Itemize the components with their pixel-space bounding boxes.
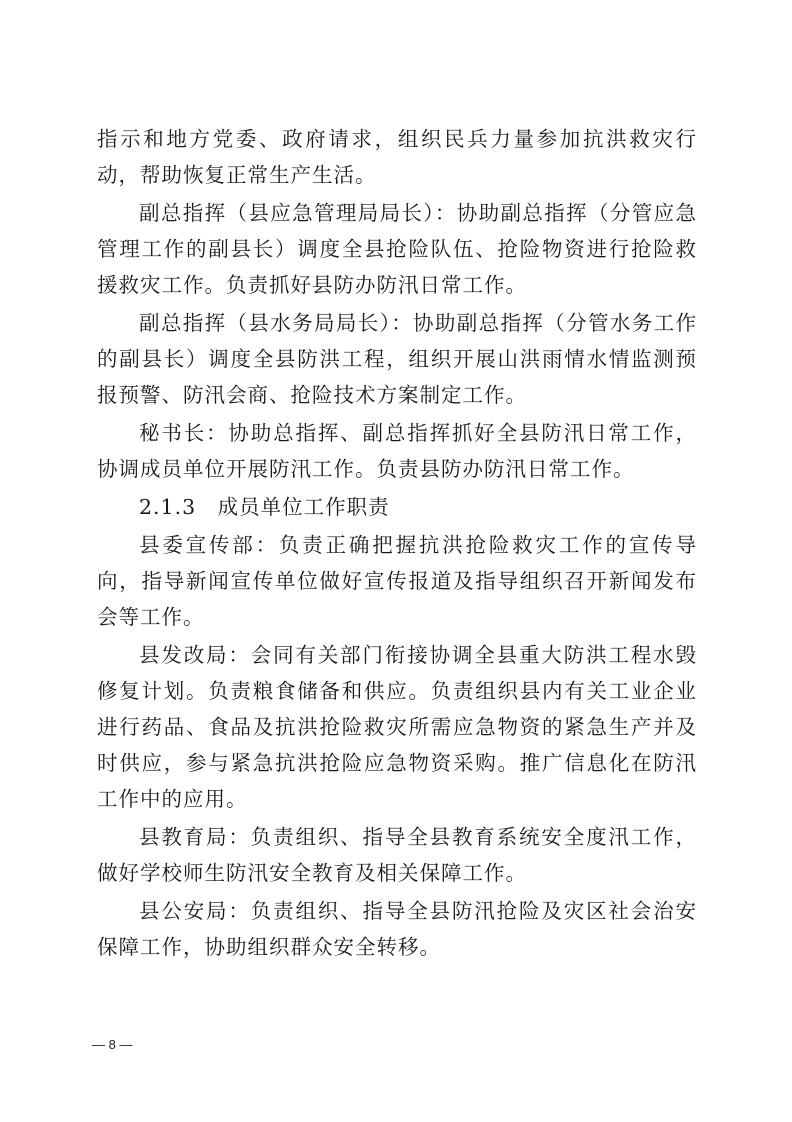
page-number: — 8 —: [92, 1037, 133, 1052]
paragraph-secretary-general: 秘书长：协助总指挥、副总指挥抓好全县防汛日常工作，协调成员单位开展防汛工作。负责县防办防汛日常工作。: [97, 421, 697, 481]
paragraph-development-reform: 县发改局：会同有关部门衔接协调全县重大防洪工程水毁修复计划。负责粮食储备和供应。负责组织县内有关工业企业进行药品、食品及抗洪抢险救灾所需应急物资的紧急生产并及时供应，参与紧急抗洪抢险应急物资采购。推广信息化在防汛工作中的应用。: [97, 643, 697, 811]
paragraph-education-bureau: 县教育局：负责组织、指导全县教育系统安全度汛工作，做好学校师生防汛安全教育及相关保障工作。: [97, 825, 697, 885]
paragraph-deputy-commander-water: 副总指挥（县水务局局长）：协助副总指挥（分管水务工作的副县长）调度全县防洪工程，组织开展山洪雨情水情监测预报预警、防汛会商、抢险技术方案制定工作。: [97, 311, 697, 407]
paragraph-public-security: 县公安局：负责组织、指导全县防汛抢险及灾区社会治安保障工作，协助组织群众安全转移。: [97, 899, 697, 959]
section-heading: 2.1.3 成员单位工作职责: [139, 495, 390, 519]
paragraph-continuation: 指示和地方党委、政府请求，组织民兵力量参加抗洪救灾行动，帮助恢复正常生产生活。: [97, 127, 697, 187]
paragraph-deputy-commander-emergency: 副总指挥（县应急管理局局长）：协助副总指挥（分管应急管理工作的副县长）调度全县抢险队伍、抢险物资进行抢险救援救灾工作。负责抓好县防办防汛日常工作。: [97, 201, 697, 297]
paragraph-propaganda-dept: 县委宣传部：负责正确把握抗洪抢险救灾工作的宣传导向，指导新闻宣传单位做好宣传报道及指导组织召开新闻发布会等工作。: [97, 533, 697, 629]
body-text: [97, 121, 697, 967]
